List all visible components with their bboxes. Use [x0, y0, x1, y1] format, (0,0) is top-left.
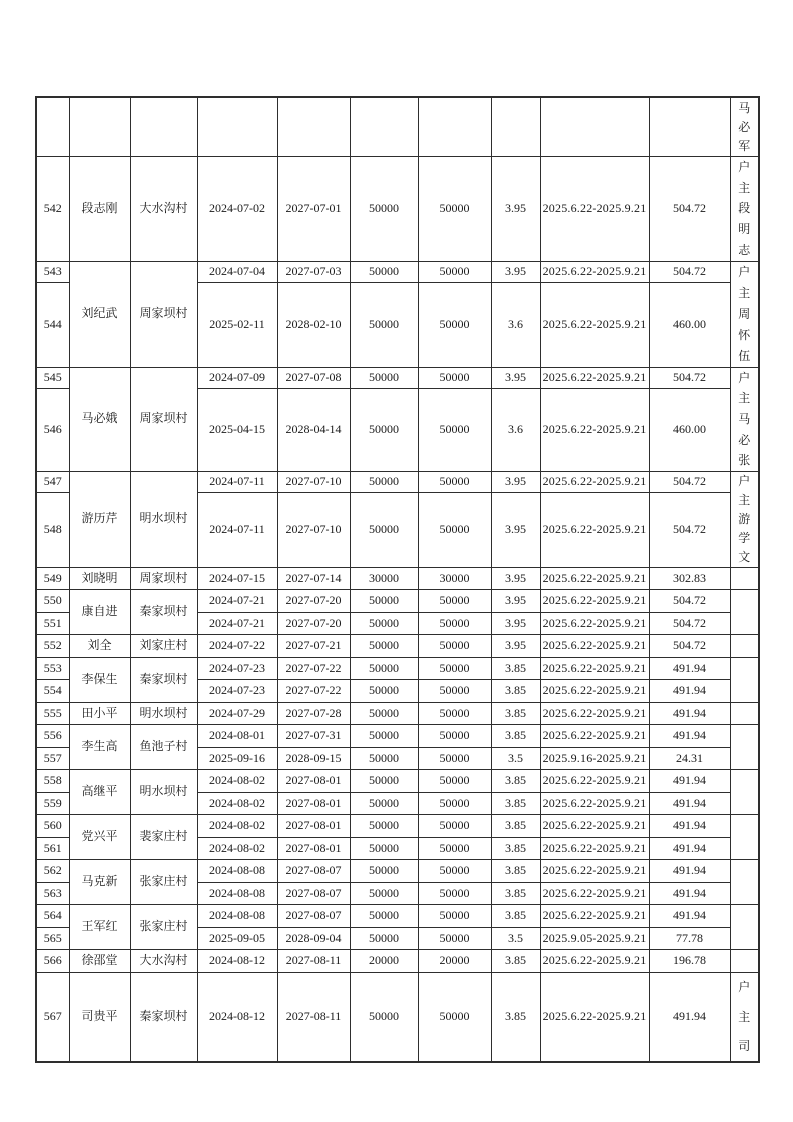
interest-period-cell: 2025.6.22-2025.9.21 — [540, 770, 649, 793]
interest-amount-cell: 460.00 — [649, 388, 730, 471]
interest-rate-cell: 3.6 — [491, 388, 540, 471]
row-number-cell: 545 — [36, 367, 69, 388]
interest-period-cell: 2025.6.22-2025.9.21 — [540, 882, 649, 905]
row-number-cell: 551 — [36, 612, 69, 635]
loan-due-date-cell: 2027-07-31 — [277, 725, 350, 748]
village-cell: 裴家庄村 — [130, 815, 197, 860]
interest-period-cell: 2025.6.22-2025.9.21 — [540, 635, 649, 658]
interest-amount-cell: 504.72 — [649, 590, 730, 613]
loan-balance-cell: 50000 — [418, 815, 491, 838]
loan-due-date-cell: 2027-08-01 — [277, 792, 350, 815]
interest-rate-cell: 3.85 — [491, 860, 540, 883]
row-number-cell: 554 — [36, 680, 69, 703]
interest-period-cell: 2025.6.22-2025.9.21 — [540, 905, 649, 928]
row-number-cell: 553 — [36, 657, 69, 680]
borrower-name-cell: 康自进 — [69, 590, 130, 635]
loan-start-date-cell: 2024-08-12 — [197, 950, 277, 973]
loan-due-date-cell: 2027-07-21 — [277, 635, 350, 658]
loan-amount-cell: 50000 — [350, 882, 418, 905]
table-row — [36, 702, 759, 725]
loan-balance-cell: 50000 — [418, 725, 491, 748]
loan-table — [35, 96, 760, 1063]
loan-balance-cell: 50000 — [418, 837, 491, 860]
loan-balance-cell: 30000 — [418, 567, 491, 590]
interest-period-cell: 2025.6.22-2025.9.21 — [540, 657, 649, 680]
remark-cell — [730, 590, 759, 635]
loan-due-date-cell: 2028-09-04 — [277, 927, 350, 950]
interest-amount-cell: 24.31 — [649, 747, 730, 770]
interest-amount-cell: 491.94 — [649, 702, 730, 725]
row-number-cell: 556 — [36, 725, 69, 748]
village-cell: 周家坝村 — [130, 567, 197, 590]
loan-amount-cell: 50000 — [350, 815, 418, 838]
row-number-cell: 543 — [36, 261, 69, 282]
loan-amount-cell: 20000 — [350, 950, 418, 973]
loan-amount-cell — [350, 97, 418, 156]
vertical-remark-text: 户 主 司 — [738, 980, 751, 1054]
table-row — [36, 860, 759, 883]
interest-period-cell: 2025.6.22-2025.9.21 — [540, 972, 649, 1062]
borrower-name-cell: 司贵平 — [69, 972, 130, 1062]
interest-amount-cell: 491.94 — [649, 972, 730, 1062]
table-row — [36, 261, 759, 282]
loan-start-date-cell: 2024-07-21 — [197, 590, 277, 613]
remark-cell — [730, 702, 759, 725]
row-number-cell: 542 — [36, 156, 69, 261]
loan-due-date-cell: 2027-07-10 — [277, 492, 350, 567]
loan-amount-cell: 50000 — [350, 792, 418, 815]
loan-balance-cell: 50000 — [418, 747, 491, 770]
loan-amount-cell: 50000 — [350, 261, 418, 282]
interest-rate-cell: 3.85 — [491, 702, 540, 725]
loan-amount-cell: 50000 — [350, 156, 418, 261]
remark-cell — [730, 635, 759, 658]
loan-due-date-cell: 2027-08-01 — [277, 815, 350, 838]
interest-amount-cell: 77.78 — [649, 927, 730, 950]
interest-period-cell: 2025.6.22-2025.9.21 — [540, 815, 649, 838]
loan-start-date-cell: 2024-07-21 — [197, 612, 277, 635]
loan-amount-cell: 50000 — [350, 837, 418, 860]
loan-amount-cell: 50000 — [350, 367, 418, 388]
loan-due-date-cell: 2027-07-14 — [277, 567, 350, 590]
interest-rate-cell: 3.5 — [491, 927, 540, 950]
interest-period-cell: 2025.6.22-2025.9.21 — [540, 367, 649, 388]
interest-amount-cell: 460.00 — [649, 282, 730, 367]
loan-due-date-cell: 2027-07-03 — [277, 261, 350, 282]
remark-cell — [730, 471, 759, 567]
loan-start-date-cell: 2024-07-11 — [197, 492, 277, 567]
loan-amount-cell: 50000 — [350, 471, 418, 492]
remark-cell — [730, 367, 759, 471]
interest-rate-cell: 3.5 — [491, 747, 540, 770]
interest-period-cell: 2025.6.22-2025.9.21 — [540, 388, 649, 471]
interest-period-cell: 2025.6.22-2025.9.21 — [540, 492, 649, 567]
loan-due-date-cell: 2028-04-14 — [277, 388, 350, 471]
borrower-name-cell: 游历芹 — [69, 471, 130, 567]
village-cell: 明水坝村 — [130, 471, 197, 567]
interest-period-cell: 2025.6.22-2025.9.21 — [540, 950, 649, 973]
row-number-cell: 550 — [36, 590, 69, 613]
borrower-name-cell: 段志刚 — [69, 156, 130, 261]
remark-cell — [730, 97, 759, 156]
village-cell: 秦家坝村 — [130, 657, 197, 702]
loan-balance-cell: 50000 — [418, 635, 491, 658]
interest-amount-cell: 504.72 — [649, 261, 730, 282]
row-number-cell — [36, 97, 69, 156]
loan-balance-cell: 50000 — [418, 657, 491, 680]
remark-cell — [730, 860, 759, 905]
loan-balance-cell: 50000 — [418, 590, 491, 613]
row-number-cell: 547 — [36, 471, 69, 492]
row-number-cell: 549 — [36, 567, 69, 590]
loan-amount-cell: 50000 — [350, 680, 418, 703]
interest-rate-cell — [491, 97, 540, 156]
interest-amount-cell: 491.94 — [649, 792, 730, 815]
interest-rate-cell: 3.85 — [491, 837, 540, 860]
vertical-remark-text: 马 必 军 — [738, 100, 751, 153]
interest-period-cell: 2025.6.22-2025.9.21 — [540, 471, 649, 492]
row-number-cell: 559 — [36, 792, 69, 815]
loan-amount-cell: 50000 — [350, 747, 418, 770]
loan-due-date-cell: 2027-08-07 — [277, 905, 350, 928]
interest-period-cell: 2025.6.22-2025.9.21 — [540, 725, 649, 748]
row-number-cell: 557 — [36, 747, 69, 770]
interest-amount-cell: 504.72 — [649, 367, 730, 388]
loan-due-date-cell: 2027-08-07 — [277, 860, 350, 883]
borrower-name-cell: 马克新 — [69, 860, 130, 905]
row-number-cell: 548 — [36, 492, 69, 567]
interest-amount-cell: 491.94 — [649, 860, 730, 883]
loan-amount-cell: 50000 — [350, 635, 418, 658]
loan-due-date-cell: 2028-02-10 — [277, 282, 350, 367]
loan-due-date-cell: 2027-07-20 — [277, 612, 350, 635]
loan-start-date-cell: 2024-08-08 — [197, 860, 277, 883]
loan-balance-cell: 50000 — [418, 367, 491, 388]
interest-period-cell: 2025.6.22-2025.9.21 — [540, 590, 649, 613]
borrower-name-cell: 王军红 — [69, 905, 130, 950]
vertical-remark-text: 户 主 段 明 志 — [738, 159, 751, 258]
interest-period-cell: 2025.6.22-2025.9.21 — [540, 860, 649, 883]
loan-balance-cell: 50000 — [418, 882, 491, 905]
interest-rate-cell: 3.95 — [491, 492, 540, 567]
interest-period-cell: 2025.9.16-2025.9.21 — [540, 747, 649, 770]
interest-rate-cell: 3.95 — [491, 367, 540, 388]
loan-table-body — [36, 97, 759, 1062]
interest-amount-cell: 504.72 — [649, 156, 730, 261]
table-row — [36, 567, 759, 590]
loan-balance-cell: 50000 — [418, 492, 491, 567]
interest-rate-cell: 3.85 — [491, 882, 540, 905]
loan-start-date-cell: 2024-07-22 — [197, 635, 277, 658]
interest-amount-cell: 491.94 — [649, 770, 730, 793]
village-cell: 大水沟村 — [130, 156, 197, 261]
interest-amount-cell: 302.83 — [649, 567, 730, 590]
remark-cell — [730, 950, 759, 973]
interest-amount-cell: 504.72 — [649, 471, 730, 492]
interest-amount-cell: 504.72 — [649, 612, 730, 635]
interest-period-cell: 2025.6.22-2025.9.21 — [540, 567, 649, 590]
interest-rate-cell: 3.85 — [491, 972, 540, 1062]
borrower-name-cell: 刘晓明 — [69, 567, 130, 590]
loan-due-date-cell: 2027-07-01 — [277, 156, 350, 261]
remark-cell — [730, 972, 759, 1062]
interest-rate-cell: 3.85 — [491, 770, 540, 793]
row-number-cell: 566 — [36, 950, 69, 973]
table-row — [36, 770, 759, 793]
table-row — [36, 635, 759, 658]
interest-amount-cell: 491.94 — [649, 837, 730, 860]
interest-rate-cell: 3.95 — [491, 471, 540, 492]
loan-amount-cell: 50000 — [350, 860, 418, 883]
loan-amount-cell: 50000 — [350, 927, 418, 950]
loan-start-date-cell — [197, 97, 277, 156]
loan-start-date-cell: 2024-08-02 — [197, 770, 277, 793]
borrower-name-cell — [69, 97, 130, 156]
village-cell: 大水沟村 — [130, 950, 197, 973]
interest-period-cell — [540, 97, 649, 156]
loan-due-date-cell: 2028-09-15 — [277, 747, 350, 770]
loan-start-date-cell: 2024-08-02 — [197, 837, 277, 860]
table-row — [36, 97, 759, 156]
interest-period-cell: 2025.6.22-2025.9.21 — [540, 282, 649, 367]
table-row — [36, 657, 759, 680]
remark-cell — [730, 905, 759, 950]
interest-rate-cell: 3.85 — [491, 905, 540, 928]
row-number-cell: 552 — [36, 635, 69, 658]
borrower-name-cell: 党兴平 — [69, 815, 130, 860]
loan-amount-cell: 50000 — [350, 590, 418, 613]
borrower-name-cell: 刘全 — [69, 635, 130, 658]
loan-start-date-cell: 2025-09-05 — [197, 927, 277, 950]
loan-balance-cell: 50000 — [418, 471, 491, 492]
loan-amount-cell: 50000 — [350, 725, 418, 748]
interest-period-cell: 2025.9.05-2025.9.21 — [540, 927, 649, 950]
loan-balance-cell: 50000 — [418, 680, 491, 703]
loan-balance-cell: 50000 — [418, 702, 491, 725]
remark-cell — [730, 261, 759, 367]
table-row — [36, 905, 759, 928]
table-row — [36, 367, 759, 388]
loan-due-date-cell: 2027-07-08 — [277, 367, 350, 388]
interest-amount-cell: 504.72 — [649, 492, 730, 567]
remark-cell — [730, 657, 759, 702]
loan-amount-cell: 50000 — [350, 770, 418, 793]
table-row — [36, 815, 759, 838]
loan-start-date-cell: 2024-08-02 — [197, 815, 277, 838]
interest-amount-cell: 491.94 — [649, 905, 730, 928]
loan-balance-cell: 50000 — [418, 927, 491, 950]
loan-start-date-cell: 2024-07-04 — [197, 261, 277, 282]
loan-balance-cell: 50000 — [418, 860, 491, 883]
interest-rate-cell: 3.95 — [491, 261, 540, 282]
row-number-cell: 564 — [36, 905, 69, 928]
village-cell: 张家庄村 — [130, 905, 197, 950]
village-cell: 刘家庄村 — [130, 635, 197, 658]
interest-amount-cell: 504.72 — [649, 635, 730, 658]
remark-cell — [730, 567, 759, 590]
interest-amount-cell: 491.94 — [649, 657, 730, 680]
loan-balance-cell: 50000 — [418, 792, 491, 815]
borrower-name-cell: 高继平 — [69, 770, 130, 815]
loan-due-date-cell: 2027-07-22 — [277, 680, 350, 703]
interest-rate-cell: 3.95 — [491, 635, 540, 658]
borrower-name-cell: 徐邵堂 — [69, 950, 130, 973]
loan-due-date-cell: 2027-08-01 — [277, 837, 350, 860]
vertical-remark-text: 户 主 游 学 文 — [738, 474, 751, 564]
loan-balance-cell: 50000 — [418, 156, 491, 261]
interest-amount-cell: 491.94 — [649, 882, 730, 905]
remark-cell — [730, 156, 759, 261]
loan-amount-cell: 50000 — [350, 492, 418, 567]
interest-period-cell: 2025.6.22-2025.9.21 — [540, 680, 649, 703]
loan-amount-cell: 30000 — [350, 567, 418, 590]
village-cell: 明水坝村 — [130, 702, 197, 725]
loan-amount-cell: 50000 — [350, 905, 418, 928]
row-number-cell: 555 — [36, 702, 69, 725]
loan-start-date-cell: 2024-07-29 — [197, 702, 277, 725]
loan-due-date-cell: 2027-07-22 — [277, 657, 350, 680]
village-cell: 秦家坝村 — [130, 972, 197, 1062]
loan-start-date-cell: 2025-02-11 — [197, 282, 277, 367]
row-number-cell: 560 — [36, 815, 69, 838]
village-cell: 秦家坝村 — [130, 590, 197, 635]
interest-amount-cell — [649, 97, 730, 156]
village-cell: 明水坝村 — [130, 770, 197, 815]
loan-balance-cell: 50000 — [418, 388, 491, 471]
interest-amount-cell: 491.94 — [649, 815, 730, 838]
borrower-name-cell: 马必娥 — [69, 367, 130, 471]
loan-balance-cell: 50000 — [418, 612, 491, 635]
row-number-cell: 561 — [36, 837, 69, 860]
loan-balance-cell: 50000 — [418, 770, 491, 793]
loan-amount-cell: 50000 — [350, 972, 418, 1062]
loan-start-date-cell: 2024-07-23 — [197, 680, 277, 703]
interest-rate-cell: 3.95 — [491, 156, 540, 261]
loan-start-date-cell: 2025-04-15 — [197, 388, 277, 471]
loan-amount-cell: 50000 — [350, 388, 418, 471]
loan-start-date-cell: 2024-08-12 — [197, 972, 277, 1062]
loan-due-date-cell: 2027-08-11 — [277, 972, 350, 1062]
loan-due-date-cell: 2027-07-20 — [277, 590, 350, 613]
loan-balance-cell: 50000 — [418, 972, 491, 1062]
interest-rate-cell: 3.85 — [491, 792, 540, 815]
interest-period-cell: 2025.6.22-2025.9.21 — [540, 156, 649, 261]
village-cell: 张家庄村 — [130, 860, 197, 905]
interest-rate-cell: 3.95 — [491, 567, 540, 590]
interest-rate-cell: 3.85 — [491, 950, 540, 973]
interest-period-cell: 2025.6.22-2025.9.21 — [540, 612, 649, 635]
loan-due-date-cell: 2027-08-01 — [277, 770, 350, 793]
remark-cell — [730, 815, 759, 860]
loan-start-date-cell: 2024-08-08 — [197, 905, 277, 928]
village-cell: 周家坝村 — [130, 367, 197, 471]
loan-start-date-cell: 2024-08-02 — [197, 792, 277, 815]
loan-balance-cell — [418, 97, 491, 156]
interest-amount-cell: 196.78 — [649, 950, 730, 973]
loan-due-date-cell: 2027-07-10 — [277, 471, 350, 492]
interest-rate-cell: 3.6 — [491, 282, 540, 367]
loan-due-date-cell: 2027-08-07 — [277, 882, 350, 905]
interest-rate-cell: 3.85 — [491, 815, 540, 838]
loan-start-date-cell: 2025-09-16 — [197, 747, 277, 770]
loan-start-date-cell: 2024-08-08 — [197, 882, 277, 905]
loan-amount-cell: 50000 — [350, 282, 418, 367]
interest-rate-cell: 3.95 — [491, 590, 540, 613]
loan-balance-cell: 50000 — [418, 282, 491, 367]
loan-start-date-cell: 2024-07-02 — [197, 156, 277, 261]
row-number-cell: 562 — [36, 860, 69, 883]
loan-amount-cell: 50000 — [350, 657, 418, 680]
loan-due-date-cell: 2027-08-11 — [277, 950, 350, 973]
row-number-cell: 563 — [36, 882, 69, 905]
interest-amount-cell: 491.94 — [649, 725, 730, 748]
loan-start-date-cell: 2024-07-09 — [197, 367, 277, 388]
remark-cell — [730, 725, 759, 770]
interest-period-cell: 2025.6.22-2025.9.21 — [540, 792, 649, 815]
table-row — [36, 950, 759, 973]
table-row — [36, 972, 759, 1062]
loan-start-date-cell: 2024-07-15 — [197, 567, 277, 590]
loan-start-date-cell: 2024-07-11 — [197, 471, 277, 492]
table-row — [36, 590, 759, 613]
loan-start-date-cell: 2024-08-01 — [197, 725, 277, 748]
loan-amount-cell: 50000 — [350, 702, 418, 725]
interest-period-cell: 2025.6.22-2025.9.21 — [540, 837, 649, 860]
table-row — [36, 471, 759, 492]
interest-amount-cell: 491.94 — [649, 680, 730, 703]
village-cell: 鱼池子村 — [130, 725, 197, 770]
loan-balance-cell: 20000 — [418, 950, 491, 973]
row-number-cell: 567 — [36, 972, 69, 1062]
borrower-name-cell: 田小平 — [69, 702, 130, 725]
loan-due-date-cell: 2027-07-28 — [277, 702, 350, 725]
row-number-cell: 565 — [36, 927, 69, 950]
loan-balance-cell: 50000 — [418, 261, 491, 282]
loan-amount-cell: 50000 — [350, 612, 418, 635]
row-number-cell: 558 — [36, 770, 69, 793]
interest-rate-cell: 3.95 — [491, 612, 540, 635]
interest-period-cell: 2025.6.22-2025.9.21 — [540, 261, 649, 282]
loan-balance-cell: 50000 — [418, 905, 491, 928]
village-cell: 周家坝村 — [130, 261, 197, 367]
interest-period-cell: 2025.6.22-2025.9.21 — [540, 702, 649, 725]
row-number-cell: 546 — [36, 388, 69, 471]
interest-rate-cell: 3.85 — [491, 725, 540, 748]
vertical-remark-text: 户 主 周 怀 伍 — [738, 265, 751, 363]
interest-rate-cell: 3.85 — [491, 657, 540, 680]
vertical-remark-text: 户 主 马 必 张 — [738, 370, 751, 468]
village-cell — [130, 97, 197, 156]
table-row — [36, 725, 759, 748]
borrower-name-cell: 刘纪武 — [69, 261, 130, 367]
loan-due-date-cell — [277, 97, 350, 156]
loan-start-date-cell: 2024-07-23 — [197, 657, 277, 680]
borrower-name-cell: 李保生 — [69, 657, 130, 702]
row-number-cell: 544 — [36, 282, 69, 367]
remark-cell — [730, 770, 759, 815]
borrower-name-cell: 李生高 — [69, 725, 130, 770]
interest-rate-cell: 3.85 — [491, 680, 540, 703]
table-row — [36, 156, 759, 261]
